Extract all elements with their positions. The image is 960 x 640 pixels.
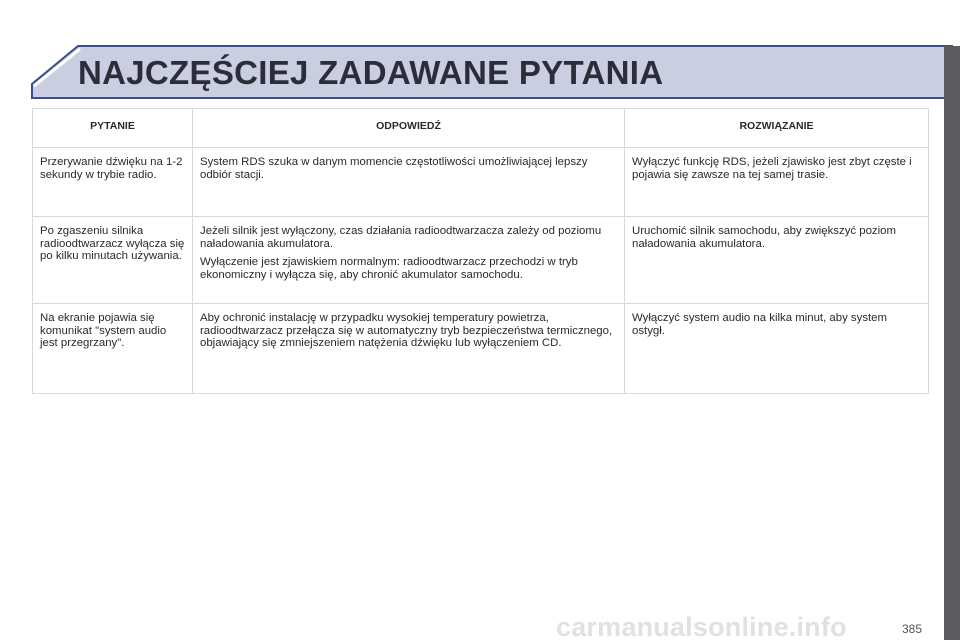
table-header-row: [33, 109, 929, 148]
table-row: [33, 304, 929, 394]
solution-cell: Uruchomić silnik samochodu, aby zwiększyć poziom naładowania akumulatora.: [625, 217, 929, 304]
answer-cell: [193, 217, 625, 304]
answer-paragraph: Jeżeli silnik jest wyłączony, czas działania radioodtwarzacza zależy od poziomu naładowania akumulatora.: [200, 225, 602, 250]
column-header-answer: ODPOWIEDŹ: [193, 109, 625, 148]
side-bar: [944, 46, 960, 640]
faq-table: [32, 108, 929, 394]
table-row: [33, 217, 929, 304]
answer-paragraph: Wyłączenie jest zjawiskiem normalnym: radioodtwarzacz przechodzi w tryb ekonomiczny i wyłącza się, aby chronić akumulator samochodu.: [200, 256, 578, 281]
answer-paragraph: Aby ochronić instalację w przypadku wysokiej temperatury powietrza, radioodtwarzacz przełącza się w automatyczny tryb bezpieczeństwa termicznego, objawiający się zmniejszeniem natężenia dźwięku lub wyłączeniem CD.: [200, 312, 613, 350]
page-number: 385: [901, 622, 922, 636]
column-header-solution: ROZWIĄZANIE: [625, 109, 929, 148]
answer-paragraph: System RDS szuka w danym momencie częstotliwości umożliwiającej lepszy odbiór stacji.: [200, 156, 588, 181]
question-cell: Przerywanie dźwięku na 1-2 sekundy w trybie radio.: [33, 148, 193, 217]
question-cell: Po zgaszeniu silnika radioodtwarzacz wyłącza się po kilku minutach używania.: [33, 217, 193, 304]
column-header-question: PYTANIE: [33, 109, 193, 148]
watermark: carmanualsonline.info: [556, 612, 847, 640]
page-title: NAJCZĘŚCIEJ ZADAWANE PYTANIA: [78, 54, 664, 91]
question-cell: Na ekranie pojawia się komunikat "system audio jest przegrzany".: [33, 304, 193, 394]
answer-cell: [193, 148, 625, 217]
solution-cell: Wyłączyć system audio na kilka minut, aby system ostygł.: [625, 304, 929, 394]
table-row: [33, 148, 929, 217]
solution-cell: Wyłączyć funkcję RDS, jeżeli zjawisko jest zbyt częste i pojawia się zawsze na tej samej trasie.: [625, 148, 929, 217]
answer-cell: [193, 304, 625, 394]
